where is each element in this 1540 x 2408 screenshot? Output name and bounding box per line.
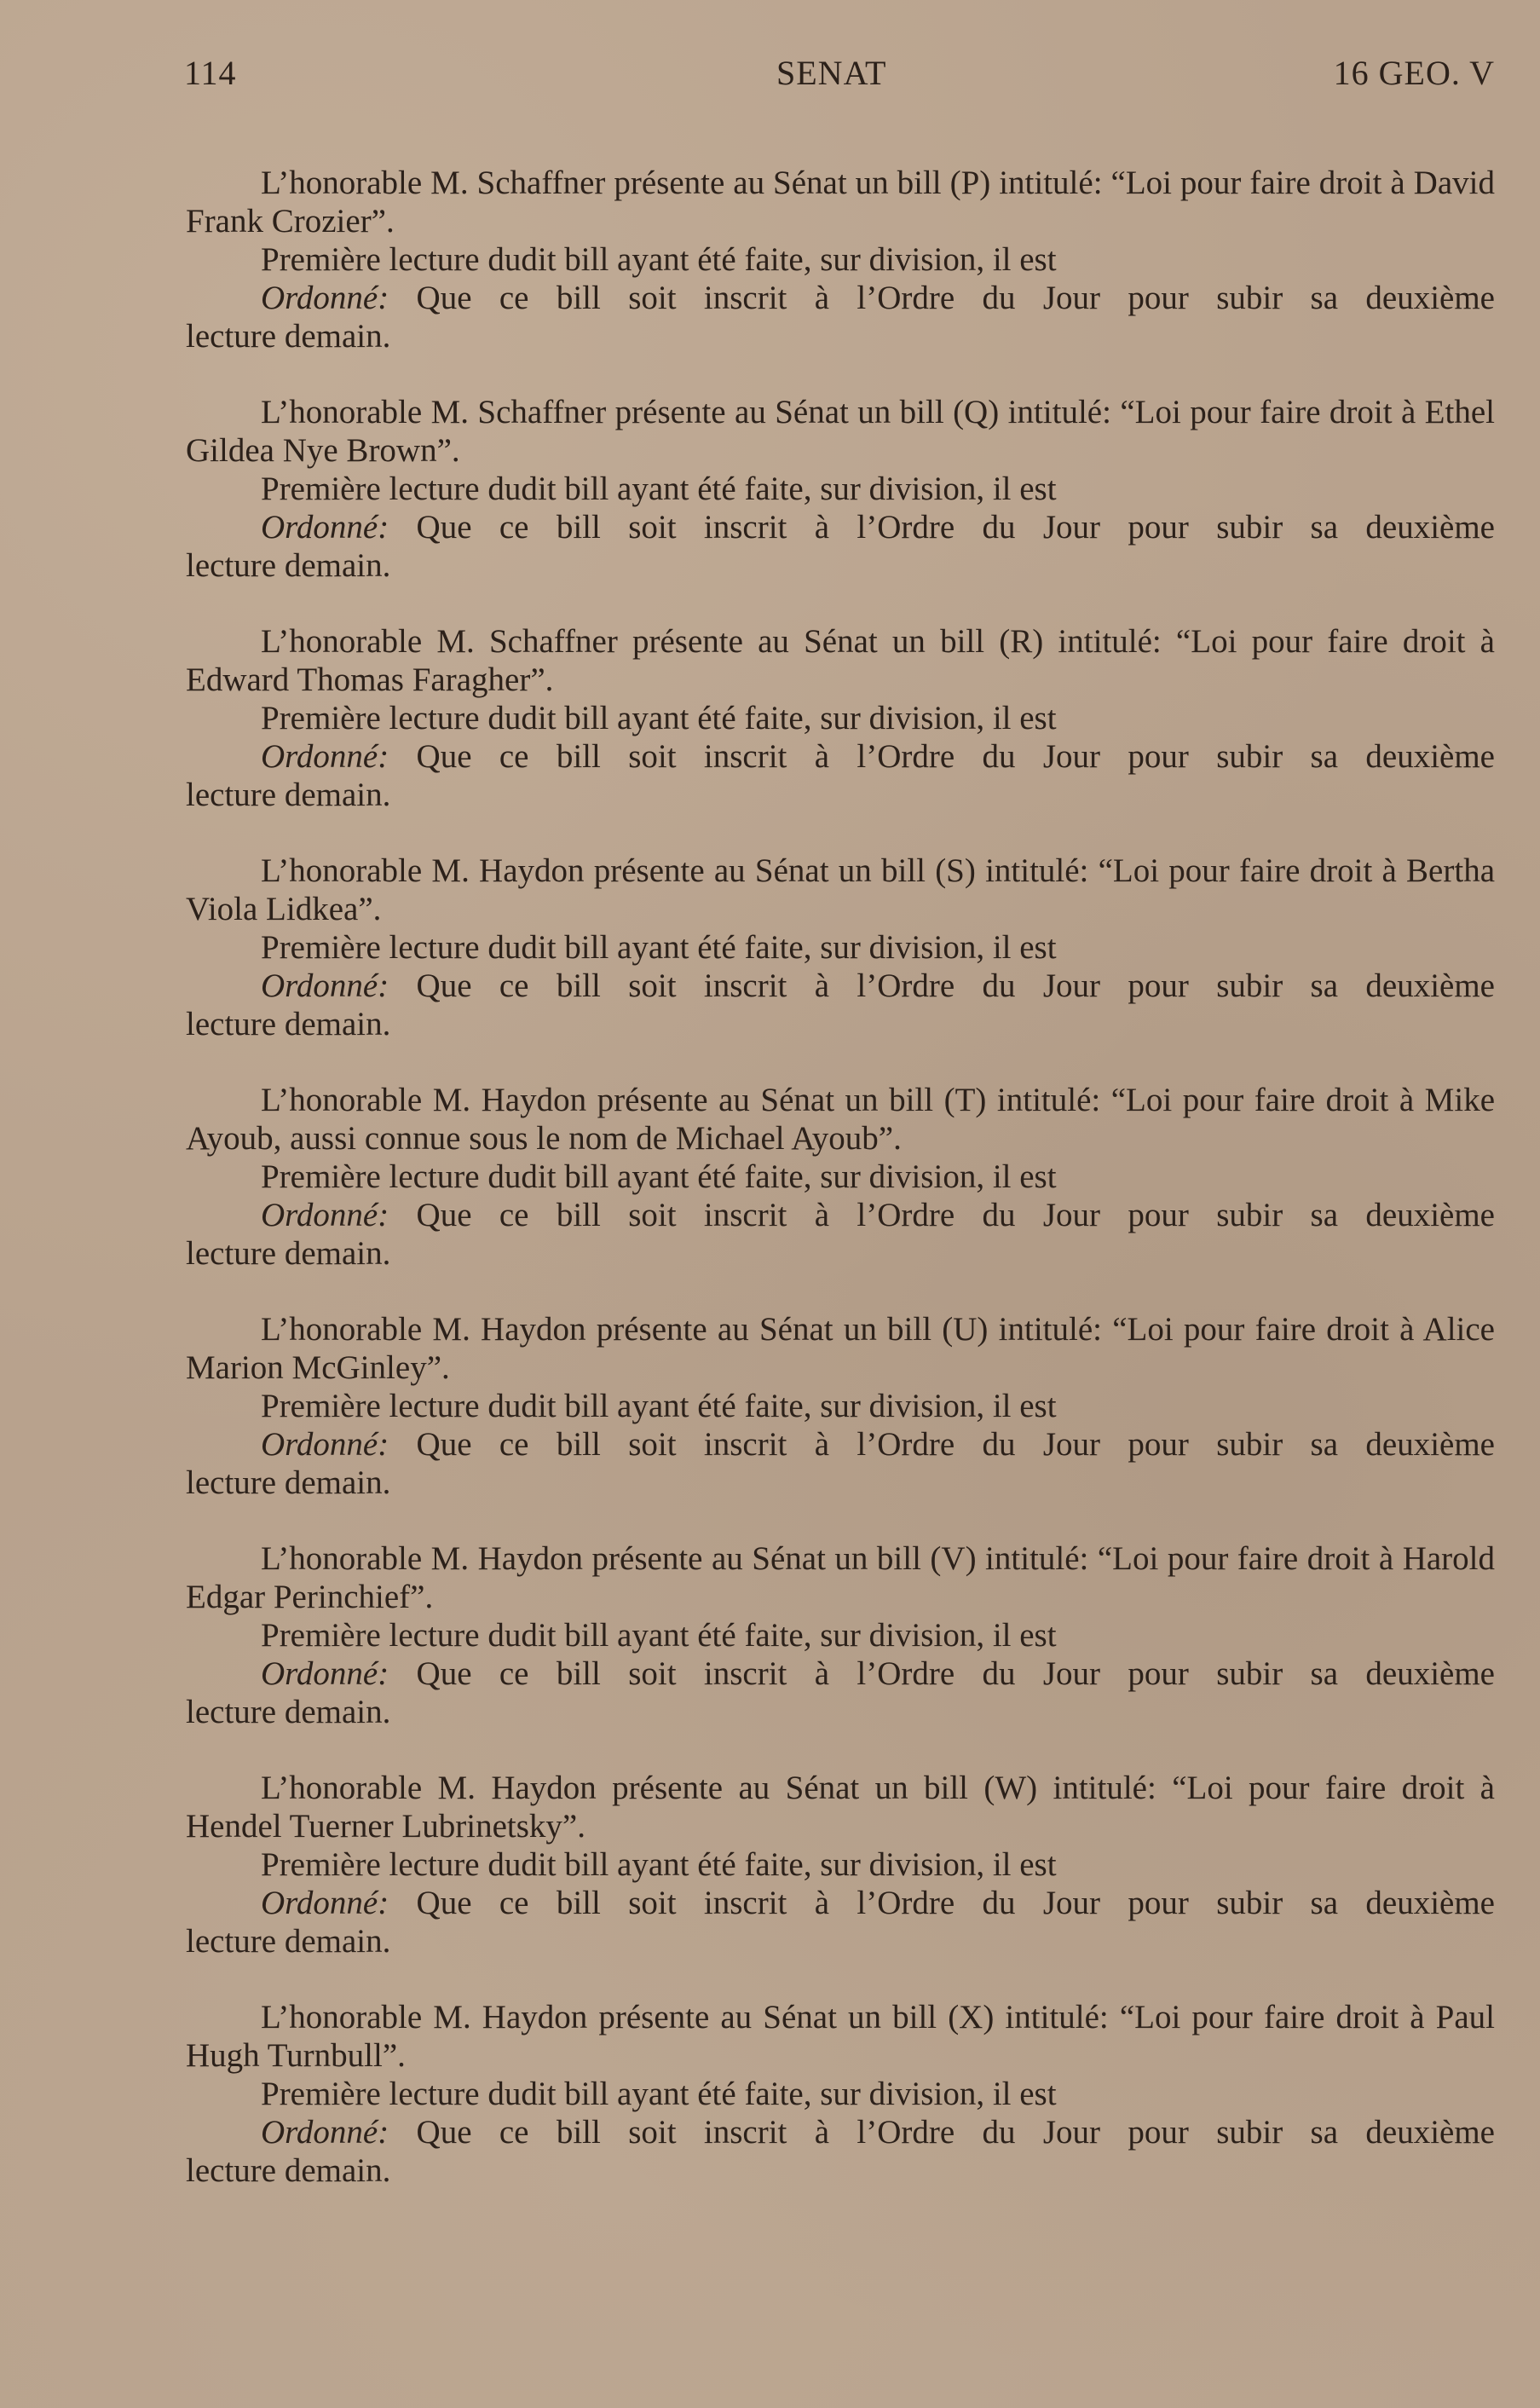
bill-introduction: L’honorable M. Haydon présente au Sénat un bill (U) intitulé: “Loi pour faire droit à Alice Marion McGinley”. (186, 1311, 1495, 1386)
order-label: Ordonné: (261, 967, 389, 1004)
order-continuation: lecture demain. (186, 1235, 391, 1272)
bill-introduction: L’honorable M. Schaffner présente au Sénat un bill (Q) intitulé: “Loi pour faire droit à Ethel Gildea Nye Brown”. (186, 394, 1495, 469)
bill-entry (186, 1310, 1495, 1502)
first-reading-line: Première lecture dudit bill ayant été faite, sur division, il est (261, 2076, 1057, 2112)
order-label: Ordonné: (261, 2114, 389, 2151)
order-text: Que ce bill soit inscrit à l’Ordre du Jour pour subir sa deuxième (389, 2114, 1495, 2151)
order-line (186, 2113, 1495, 2151)
first-reading-line: Première lecture dudit bill ayant été faite, sur division, il est (261, 471, 1057, 507)
first-reading-line: Première lecture dudit bill ayant été faite, sur division, il est (261, 929, 1057, 966)
bill-entry (186, 622, 1495, 814)
order-label: Ordonné: (261, 280, 389, 316)
order-label: Ordonné: (261, 1197, 389, 1233)
bill-entry (186, 1998, 1495, 2190)
order-continuation: lecture demain. (186, 1006, 391, 1042)
order-label: Ordonné: (261, 509, 389, 546)
order-continuation: lecture demain. (186, 1694, 391, 1730)
order-line (186, 279, 1495, 317)
order-continuation: lecture demain. (186, 547, 391, 584)
order-text: Que ce bill soit inscrit à l’Ordre du Jour pour subir sa deuxième (389, 738, 1495, 775)
first-reading-line: Première lecture dudit bill ayant été faite, sur division, il est (261, 241, 1057, 278)
bill-entry (186, 393, 1495, 585)
order-line (186, 1196, 1495, 1234)
bill-introduction: L’honorable M. Haydon présente au Sénat un bill (W) intitulé: “Loi pour faire droit à Hendel Tuerner Lubrinetsky”. (186, 1770, 1495, 1845)
order-text: Que ce bill soit inscrit à l’Ordre du Jour pour subir sa deuxième (389, 967, 1495, 1004)
order-text: Que ce bill soit inscrit à l’Ordre du Jour pour subir sa deuxième (389, 1655, 1495, 1692)
entries-list (186, 164, 1495, 2227)
bill-introduction: L’honorable M. Schaffner présente au Sénat un bill (P) intitulé: “Loi pour faire droit à David Frank Crozier”. (186, 165, 1495, 240)
first-reading-line: Première lecture dudit bill ayant été faite, sur division, il est (261, 700, 1057, 736)
order-text: Que ce bill soit inscrit à l’Ordre du Jour pour subir sa deuxième (389, 509, 1495, 546)
order-line (186, 967, 1495, 1005)
order-continuation: lecture demain. (186, 1923, 391, 1960)
order-line (186, 737, 1495, 776)
order-label: Ordonné: (261, 1426, 389, 1463)
order-label: Ordonné: (261, 1655, 389, 1692)
bill-introduction: L’honorable M. Haydon présente au Sénat un bill (V) intitulé: “Loi pour faire droit à Harold Edgar Perinchief”. (186, 1540, 1495, 1615)
bill-entry (186, 1769, 1495, 1960)
bill-entry (186, 1081, 1495, 1273)
first-reading-line: Première lecture dudit bill ayant été faite, sur division, il est (261, 1846, 1057, 1883)
first-reading-line: Première lecture dudit bill ayant été faite, sur division, il est (261, 1617, 1057, 1654)
order-label: Ordonné: (261, 738, 389, 775)
order-line (186, 1654, 1495, 1693)
order-line (186, 1425, 1495, 1464)
order-text: Que ce bill soit inscrit à l’Ordre du Jour pour subir sa deuxième (389, 280, 1495, 316)
order-continuation: lecture demain. (186, 1464, 391, 1501)
order-line (186, 508, 1495, 546)
first-reading-line: Première lecture dudit bill ayant été faite, sur division, il est (261, 1158, 1057, 1195)
bill-introduction: L’honorable M. Haydon présente au Sénat un bill (S) intitulé: “Loi pour faire droit à Bertha Viola Lidkea”. (186, 852, 1495, 927)
bill-entry (186, 1539, 1495, 1731)
page-title: SENAT (776, 54, 887, 92)
order-continuation: lecture demain. (186, 318, 391, 355)
bill-introduction: L’honorable M. Haydon présente au Sénat un bill (T) intitulé: “Loi pour faire droit à Mike Ayoub, aussi connue sous le nom de Michael Ayoub”. (186, 1082, 1495, 1157)
order-line (186, 1884, 1495, 1922)
bill-introduction: L’honorable M. Schaffner présente au Sénat un bill (R) intitulé: “Loi pour faire droit à Edward Thomas Faragher”. (186, 623, 1495, 698)
order-text: Que ce bill soit inscrit à l’Ordre du Jour pour subir sa deuxième (389, 1885, 1495, 1921)
page-number: 114 (184, 54, 237, 92)
bill-introduction: L’honorable M. Haydon présente au Sénat un bill (X) intitulé: “Loi pour faire droit à Paul Hugh Turnbull”. (186, 1999, 1495, 2074)
session-year: 16 GEO. V (1333, 54, 1495, 92)
order-continuation: lecture demain. (186, 2152, 391, 2189)
first-reading-line: Première lecture dudit bill ayant été faite, sur division, il est (261, 1388, 1057, 1424)
order-text: Que ce bill soit inscrit à l’Ordre du Jour pour subir sa deuxième (389, 1426, 1495, 1463)
bill-entry (186, 852, 1495, 1043)
order-text: Que ce bill soit inscrit à l’Ordre du Jour pour subir sa deuxième (389, 1197, 1495, 1233)
bill-entry (186, 164, 1495, 355)
page-header (184, 53, 1495, 95)
order-continuation: lecture demain. (186, 777, 391, 813)
order-label: Ordonné: (261, 1885, 389, 1921)
